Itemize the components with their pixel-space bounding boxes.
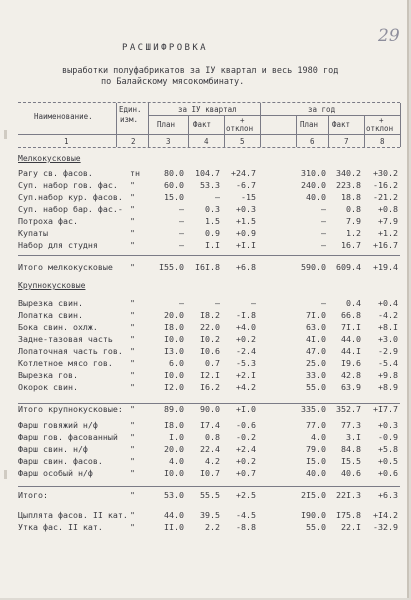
- column-divider: [116, 103, 117, 147]
- cell-q-fact: 39.5: [200, 510, 220, 520]
- cell-y-plan: 63.0: [306, 322, 326, 332]
- cell-y-fact: I75.8: [336, 510, 361, 520]
- cell-unit: ": [130, 468, 135, 478]
- cell-name: Рагу св. фасов.: [18, 168, 93, 178]
- column-divider: [364, 116, 365, 147]
- cell-q-dev: +0.2: [236, 334, 256, 344]
- cell-name: Потроха фас.: [18, 216, 78, 226]
- table-row: [0, 444, 407, 455]
- cell-y-dev: +3.0: [378, 334, 398, 344]
- column-divider: [260, 103, 261, 147]
- cell-unit: ": [130, 358, 135, 368]
- cell-unit: ": [130, 322, 135, 332]
- cell-q-fact: 4.2: [205, 456, 220, 466]
- cell-y-dev: +0.6: [378, 468, 398, 478]
- cell-name: Фарш говяжий н/ф: [18, 420, 98, 430]
- cell-y-plan: 335.0: [301, 404, 326, 414]
- cell-q-fact: I7.4: [200, 420, 220, 430]
- cell-q-plan: 4.0: [169, 456, 184, 466]
- section-heading-large-cuts: Крупнокусковые: [18, 281, 86, 290]
- cell-y-dev: -21.2: [373, 192, 398, 202]
- cell-y-dev: +19.4: [373, 262, 398, 272]
- cell-q-plan: I8.0: [164, 322, 184, 332]
- cell-y-fact: I9.6: [341, 358, 361, 368]
- cell-y-plan: 33.0: [306, 370, 326, 380]
- cell-q-plan: I3.0: [164, 346, 184, 356]
- cell-y-fact: 16.7: [341, 240, 361, 250]
- cell-unit: ": [130, 298, 135, 308]
- cell-q-dev: -8.8: [236, 522, 256, 532]
- header-unit: Един.: [119, 105, 142, 114]
- cell-y-plan: I5.0: [306, 456, 326, 466]
- table-row: [0, 204, 407, 215]
- cell-y-plan: –: [321, 216, 326, 226]
- subtitle-line-1: выработки полуфабрикатов за IУ квартал и весь 1980 год: [62, 66, 339, 76]
- table-row: [0, 192, 407, 203]
- cell-y-fact: 44.I: [341, 346, 361, 356]
- cell-q-plan: –: [179, 240, 184, 250]
- cell-y-dev: +6.3: [378, 490, 398, 500]
- col-number: 4: [204, 137, 209, 146]
- cell-q-dev: +1.5: [236, 216, 256, 226]
- header-year-plan: План: [300, 120, 319, 129]
- cell-y-dev: +8.9: [378, 382, 398, 392]
- cell-q-plan: 44.0: [164, 510, 184, 520]
- cell-y-plan: 4.0: [311, 432, 326, 442]
- cell-q-fact: 55.5: [200, 490, 220, 500]
- col-number: 7: [344, 137, 349, 146]
- table-row: [0, 216, 407, 227]
- cell-q-fact: 22.4: [200, 444, 220, 454]
- header-year-dev-sign: +: [379, 116, 384, 125]
- table-row: [0, 228, 407, 239]
- cell-y-dev: +9.8: [378, 370, 398, 380]
- cell-name: Фарш свин. н/ф: [18, 444, 88, 454]
- cell-name: Фарш свин. фасов.: [18, 456, 103, 466]
- cell-y-dev: +8.I: [378, 322, 398, 332]
- cell-q-plan: I2.0: [164, 382, 184, 392]
- cell-y-plan: 4I.0: [306, 334, 326, 344]
- cell-y-dev: +I4.2: [373, 510, 398, 520]
- cell-y-fact: 77.3: [341, 420, 361, 430]
- cell-q-fact: 53.3: [200, 180, 220, 190]
- cell-y-dev: -0.9: [378, 432, 398, 442]
- cell-y-dev: -4.2: [378, 310, 398, 320]
- cell-unit: ": [130, 334, 135, 344]
- column-divider: [188, 116, 189, 147]
- cell-q-fact: 22.0: [200, 322, 220, 332]
- table-row: [0, 168, 407, 179]
- header-bottom-rule: [18, 134, 400, 135]
- cell-name: Набор для студня: [18, 240, 98, 250]
- cell-name: Купаты: [18, 228, 48, 238]
- cell-q-dev: +0.3: [236, 204, 256, 214]
- cell-q-plan: 53.0: [164, 490, 184, 500]
- cell-y-plan: I90.0: [301, 510, 326, 520]
- header-q4-dev: отклон: [226, 124, 254, 133]
- cell-q-fact: I0.2: [200, 334, 220, 344]
- cell-unit: ": [130, 420, 135, 430]
- cell-y-fact: 42.8: [341, 370, 361, 380]
- table-row: [0, 468, 407, 479]
- cell-unit: ": [130, 346, 135, 356]
- cell-name: Суп.набор кур. фасов.: [18, 192, 123, 202]
- cell-unit: ": [130, 262, 135, 272]
- cell-y-dev: -5.4: [378, 358, 398, 368]
- cell-q-fact: I8.2: [200, 310, 220, 320]
- cell-y-plan: 47.0: [306, 346, 326, 356]
- table-row: [0, 432, 407, 443]
- cell-q-dev: -2.4: [236, 346, 256, 356]
- table-row: [0, 456, 407, 467]
- cell-q-fact: 2.2: [205, 522, 220, 532]
- cell-unit: ": [130, 370, 135, 380]
- cell-unit: ": [130, 216, 135, 226]
- cell-y-dev: -2.9: [378, 346, 398, 356]
- cell-q-fact: I.I: [205, 240, 220, 250]
- cell-q-dev: -I.8: [236, 310, 256, 320]
- table-row: [0, 404, 407, 415]
- cell-y-dev: +5.8: [378, 444, 398, 454]
- cell-unit: ": [130, 490, 135, 500]
- column-divider: [296, 116, 297, 147]
- column-divider: [400, 103, 401, 147]
- cell-y-fact: 66.8: [341, 310, 361, 320]
- cell-name: Лопаточная часть гов.: [18, 346, 123, 356]
- cell-unit: тн: [130, 168, 140, 178]
- cell-y-plan: 310.0: [301, 168, 326, 178]
- cell-q-dev: +0.2: [236, 456, 256, 466]
- cell-y-plan: –: [321, 298, 326, 308]
- cell-q-dev: -0.6: [236, 420, 256, 430]
- cell-name: Лопатка свин.: [18, 310, 83, 320]
- cell-q-fact: –: [215, 192, 220, 202]
- col-number: 1: [64, 137, 69, 146]
- cell-q-plan: 20.0: [164, 444, 184, 454]
- cell-name: Окорок свин.: [18, 382, 78, 392]
- cell-y-dev: +0.3: [378, 420, 398, 430]
- cell-name: Котлетное мясо гов.: [18, 358, 113, 368]
- cell-y-fact: 22I.3: [336, 490, 361, 500]
- cell-y-fact: 3.I: [346, 432, 361, 442]
- cell-q-fact: –: [215, 298, 220, 308]
- cell-unit: ": [130, 404, 135, 414]
- cell-y-dev: +1.2: [378, 228, 398, 238]
- cell-q-dev: –: [251, 298, 256, 308]
- cell-unit: ": [130, 432, 135, 442]
- cell-unit: ": [130, 310, 135, 320]
- cell-q-plan: 20.0: [164, 310, 184, 320]
- cell-y-dev: -16.2: [373, 180, 398, 190]
- cell-y-fact: 352.7: [336, 404, 361, 414]
- cell-name: Фарш гов. фасованный: [18, 432, 118, 442]
- page-number: 29: [378, 26, 400, 46]
- cell-name: Задне-тазовая часть: [18, 334, 113, 344]
- subtotal-rule: [18, 486, 400, 487]
- cell-name: Суп. набор бар. фас.-: [18, 204, 123, 214]
- table-row: [0, 510, 407, 521]
- cell-name: Итого:: [18, 490, 48, 500]
- cell-unit: ": [130, 382, 135, 392]
- header-year-dev: отклон: [366, 124, 394, 133]
- cell-y-plan: 55.0: [306, 522, 326, 532]
- cell-name: Итого мелкокусковые: [18, 262, 113, 272]
- cell-y-dev: +16.7: [373, 240, 398, 250]
- cell-q-dev: +2.4: [236, 444, 256, 454]
- cell-unit: ": [130, 510, 135, 520]
- table-row: [0, 180, 407, 191]
- cell-unit: ": [130, 522, 135, 532]
- cell-y-fact: 0.8: [346, 204, 361, 214]
- table-row: [0, 490, 407, 501]
- cell-q-dev: -4.5: [236, 510, 256, 520]
- cell-y-plan: 590.0: [301, 262, 326, 272]
- period-rule: [148, 115, 400, 116]
- table-row: [0, 322, 407, 333]
- table-row: [0, 358, 407, 369]
- cell-name: Утка фас. II кат.: [18, 522, 103, 532]
- cell-q-fact: I0.6: [200, 346, 220, 356]
- col-number: 6: [310, 137, 315, 146]
- cell-unit: ": [130, 228, 135, 238]
- cell-q-dev: -15: [241, 192, 256, 202]
- cell-name: Бока свин. охлж.: [18, 322, 98, 332]
- cell-y-fact: 7I.I: [341, 322, 361, 332]
- cell-y-dev: +0.4: [378, 298, 398, 308]
- cell-y-dev: +0.5: [378, 456, 398, 466]
- header-year: за год: [308, 105, 336, 114]
- cell-name: Вырезка свин.: [18, 298, 83, 308]
- cell-y-fact: 44.0: [341, 334, 361, 344]
- table-row: [0, 310, 407, 321]
- header-q4-dev-sign: +: [240, 116, 245, 125]
- cell-y-fact: 609.4: [336, 262, 361, 272]
- table-row: [0, 346, 407, 357]
- cell-q-plan: –: [179, 228, 184, 238]
- cell-q-dev: +4.0: [236, 322, 256, 332]
- cell-y-plan: –: [321, 204, 326, 214]
- cell-q-dev: -6.7: [236, 180, 256, 190]
- header-top-rule: [18, 102, 400, 103]
- section-heading-small-cuts: Мелкокусковые: [18, 154, 81, 163]
- cell-q-plan: I8.0: [164, 420, 184, 430]
- cell-name: Итого крупнокусковые:: [18, 404, 123, 414]
- cell-unit: ": [130, 204, 135, 214]
- cell-y-plan: 7I.0: [306, 310, 326, 320]
- cell-y-fact: 7.9: [346, 216, 361, 226]
- cell-q-fact: 0.7: [205, 358, 220, 368]
- cell-y-plan: 79.0: [306, 444, 326, 454]
- cell-name: Фарш особый н/ф: [18, 468, 93, 478]
- cell-y-fact: 1.2: [346, 228, 361, 238]
- cell-y-fact: 63.9: [341, 382, 361, 392]
- cell-q-plan: 60.0: [164, 180, 184, 190]
- cell-q-fact: I2.I: [200, 370, 220, 380]
- cell-y-plan: 240.0: [301, 180, 326, 190]
- cell-name: Цыплята фасов. II кат.: [18, 510, 128, 520]
- cell-unit: ": [130, 192, 135, 202]
- cell-y-plan: –: [321, 228, 326, 238]
- cell-q-fact: 1.5: [205, 216, 220, 226]
- table-row: [0, 370, 407, 381]
- table-row: [0, 262, 407, 273]
- cell-y-plan: 40.0: [306, 468, 326, 478]
- header-year-fact: Факт: [332, 120, 351, 129]
- cell-q-plan: –: [179, 298, 184, 308]
- document-title: РАСШИФРОВКА: [122, 43, 209, 53]
- cell-y-fact: I5.5: [341, 456, 361, 466]
- cell-q-dev: +4.2: [236, 382, 256, 392]
- subtotal-rule: [18, 255, 400, 256]
- header-unit-2: изм.: [120, 115, 139, 124]
- cell-y-dev: +I7.7: [373, 404, 398, 414]
- cell-name: Вырезка гов.: [18, 370, 78, 380]
- cell-y-plan: –: [321, 240, 326, 250]
- cell-q-plan: I0.0: [164, 334, 184, 344]
- cell-y-dev: +7.9: [378, 216, 398, 226]
- cell-q-dev: +2.I: [236, 370, 256, 380]
- cell-q-dev: +0.9: [236, 228, 256, 238]
- cell-q-plan: I0.0: [164, 370, 184, 380]
- cell-q-plan: I0.0: [164, 468, 184, 478]
- cell-name: Суп. набор гов. фас.: [18, 180, 118, 190]
- cell-q-dev: +I.I: [236, 240, 256, 250]
- cell-q-plan: I55.0: [159, 262, 184, 272]
- cell-y-plan: 2I5.0: [301, 490, 326, 500]
- cell-y-dev: +0.8: [378, 204, 398, 214]
- column-divider: [224, 116, 225, 147]
- cell-y-fact: 340.2: [336, 168, 361, 178]
- cell-q-plan: –: [179, 216, 184, 226]
- cell-q-dev: -5.3: [236, 358, 256, 368]
- cell-unit: ": [130, 444, 135, 454]
- cell-q-fact: I6I.8: [195, 262, 220, 272]
- cell-q-dev: +I.0: [236, 404, 256, 414]
- column-divider: [148, 103, 149, 147]
- table-row: [0, 420, 407, 431]
- cell-q-fact: I6.2: [200, 382, 220, 392]
- cell-q-plan: II.0: [164, 522, 184, 532]
- table-row: [0, 240, 407, 251]
- cell-q-fact: 0.3: [205, 204, 220, 214]
- cell-unit: ": [130, 180, 135, 190]
- cell-q-dev: +0.7: [236, 468, 256, 478]
- cell-q-fact: 104.7: [195, 168, 220, 178]
- cell-q-fact: 0.9: [205, 228, 220, 238]
- cell-q-plan: –: [179, 204, 184, 214]
- cell-y-fact: 40.6: [341, 468, 361, 478]
- cell-q-plan: 80.0: [164, 168, 184, 178]
- cell-q-fact: 0.8: [205, 432, 220, 442]
- column-number-rule: [18, 147, 400, 148]
- cell-y-plan: 55.0: [306, 382, 326, 392]
- cell-q-plan: I.0: [169, 432, 184, 442]
- cell-q-plan: 89.0: [164, 404, 184, 414]
- cell-q-dev: +2.5: [236, 490, 256, 500]
- header-q4-plan: План: [157, 120, 176, 129]
- cell-y-fact: 0.4: [346, 298, 361, 308]
- subtitle-line-2: по Балайскому мясокомбинату.: [101, 77, 245, 87]
- cell-y-plan: 25.0: [306, 358, 326, 368]
- col-number: 3: [166, 137, 171, 146]
- cell-q-dev: +24.7: [231, 168, 256, 178]
- header-name: Наименование.: [34, 112, 93, 121]
- col-number: 2: [131, 137, 136, 146]
- cell-unit: ": [130, 456, 135, 466]
- cell-y-plan: 40.0: [306, 192, 326, 202]
- header-q4: за IУ квартал: [178, 105, 237, 114]
- punch-hole-mark: [4, 130, 7, 139]
- table-row: [0, 298, 407, 309]
- cell-q-fact: I0.7: [200, 468, 220, 478]
- cell-y-plan: 77.0: [306, 420, 326, 430]
- cell-y-fact: 18.8: [341, 192, 361, 202]
- cell-unit: ": [130, 240, 135, 250]
- table-row: [0, 334, 407, 345]
- cell-q-fact: 90.0: [200, 404, 220, 414]
- cell-q-dev: +6.8: [236, 262, 256, 272]
- col-number: 8: [380, 137, 385, 146]
- cell-y-fact: 84.8: [341, 444, 361, 454]
- cell-y-dev: +30.2: [373, 168, 398, 178]
- header-q4-fact: Факт: [193, 120, 212, 129]
- cell-y-fact: 223.8: [336, 180, 361, 190]
- cell-q-plan: 15.0: [164, 192, 184, 202]
- table-row: [0, 522, 407, 533]
- cell-q-dev: -0.2: [236, 432, 256, 442]
- cell-y-dev: -32.9: [373, 522, 398, 532]
- col-number: 5: [240, 137, 245, 146]
- cell-q-plan: 6.0: [169, 358, 184, 368]
- cell-y-fact: 22.I: [341, 522, 361, 532]
- table-row: [0, 382, 407, 393]
- column-divider: [328, 116, 329, 147]
